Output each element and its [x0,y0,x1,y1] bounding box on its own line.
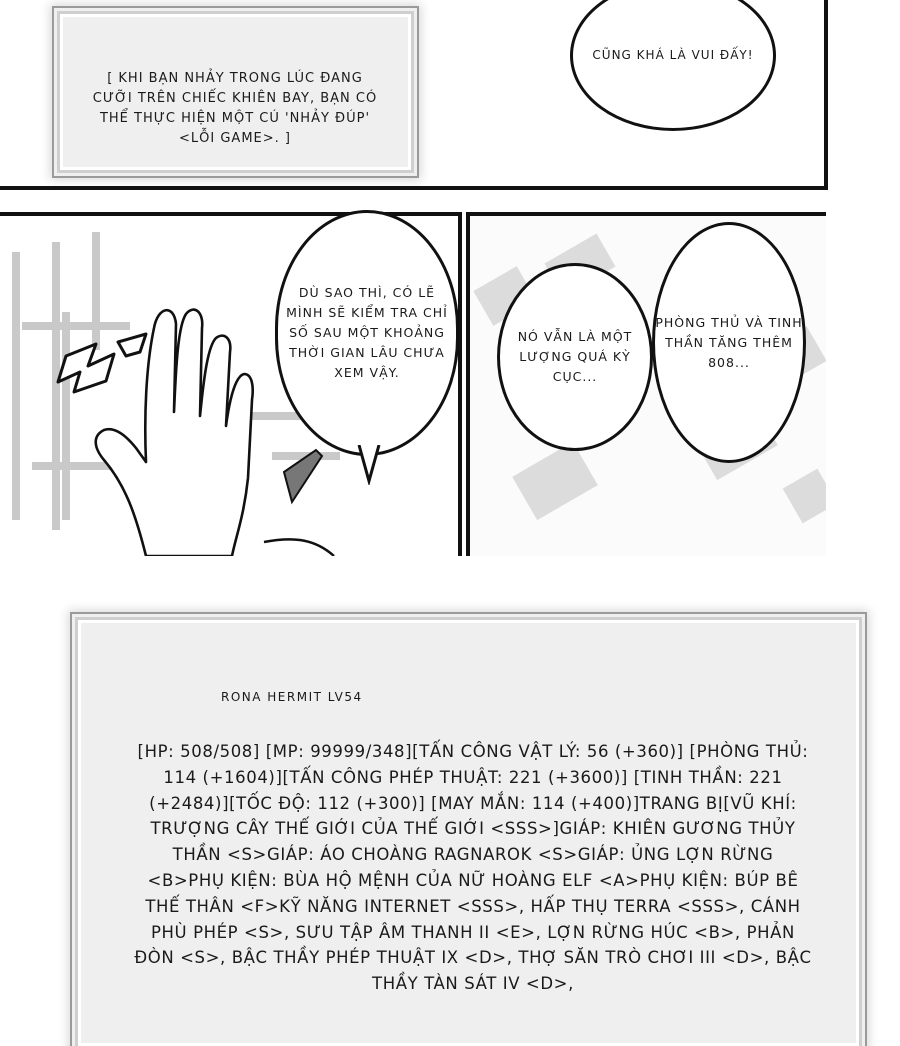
speech-bubble-strange-amount [497,263,653,451]
status-window-body: [HP: 508/508] [MP: 99999/348][TẤN CÔNG VẬT LÝ: 56 (+360)] [PHÒNG THỦ: 114 (+1604)][TẤN CÔNG PHÉP THUẬT: 221 (+3600)] [TINH THẦN: 221 (+2484)][TỐC ĐỘ: 112 (+300)] [MAY MẮN: 114 (+400)]TRANG BỊ[VŨ KHÍ: TRƯỢNG CÂY THẾ GIỚI CỦA THẾ GIỚI <SSS>]GIÁP: KHIÊN GƯƠNG THỦY THẦN <S>GIÁP: ÁO CHOÀNG RAGNAROK <S>GIÁP: ỦNG LỢN RỪNG <B>PHỤ KIỆN: BÙA HỘ MỆNH CỦA NỮ HOÀNG ELF <A>PHỤ KIỆN: BÚP BÊ THẾ THÂN <F>KỸ NĂNG INTERNET <SSS>, HẤP THỤ TERRA <SSS>, CÁNH PHÙ PHÉP <S>, SƯU TẬP ÂM THANH II <E>, LỢN RỪNG HÚC <B>, PHẢN ĐÒN <S>, BẬC THẦY PHÉP THUẬT IX <D>, THỢ SĂN TRÒ CHƠI III <D>, BẬC THẦY TÀN SÁT IV <D>, [134,742,812,994]
system-message-box [60,14,411,170]
speech-text-defense-increase: PHÒNG THỦ VÀ TINH THẦN TĂNG THÊM 808... [655,314,803,370]
speech-text-fun: CŨNG KHÁ LÀ VUI ĐẤY! [592,47,754,62]
speech-text-check-stats: DÙ SAO THÌ, CÓ LẼ MÌNH SẼ KIỂM TRA CHỈ SỐ SAU MỘT KHOẢNG THỜI GIAN LÂU CHƯA XEM VẬY. [286,285,448,380]
status-window [78,620,859,1046]
status-window-header: RONA HERMIT LV54 [221,690,363,704]
speech-text-strange-amount: NÓ VẪN LÀ MỘT LƯỢNG QUÁ KỲ CỤC... [517,329,633,384]
speech-bubble-check-stats [275,210,459,456]
system-message-text: [ KHI BẠN NHẢY TRONG LÚC ĐANG CƯỠI TRÊN CHIẾC KHIÊN BAY, BẠN CÓ THỂ THỰC HIỆN MỘT CÚ 'NHẢY ĐÚP' <LỖI GAME>. ] [92,71,378,147]
speech-bubble-defense-increase [652,222,806,463]
bubble-tail [355,445,385,485]
